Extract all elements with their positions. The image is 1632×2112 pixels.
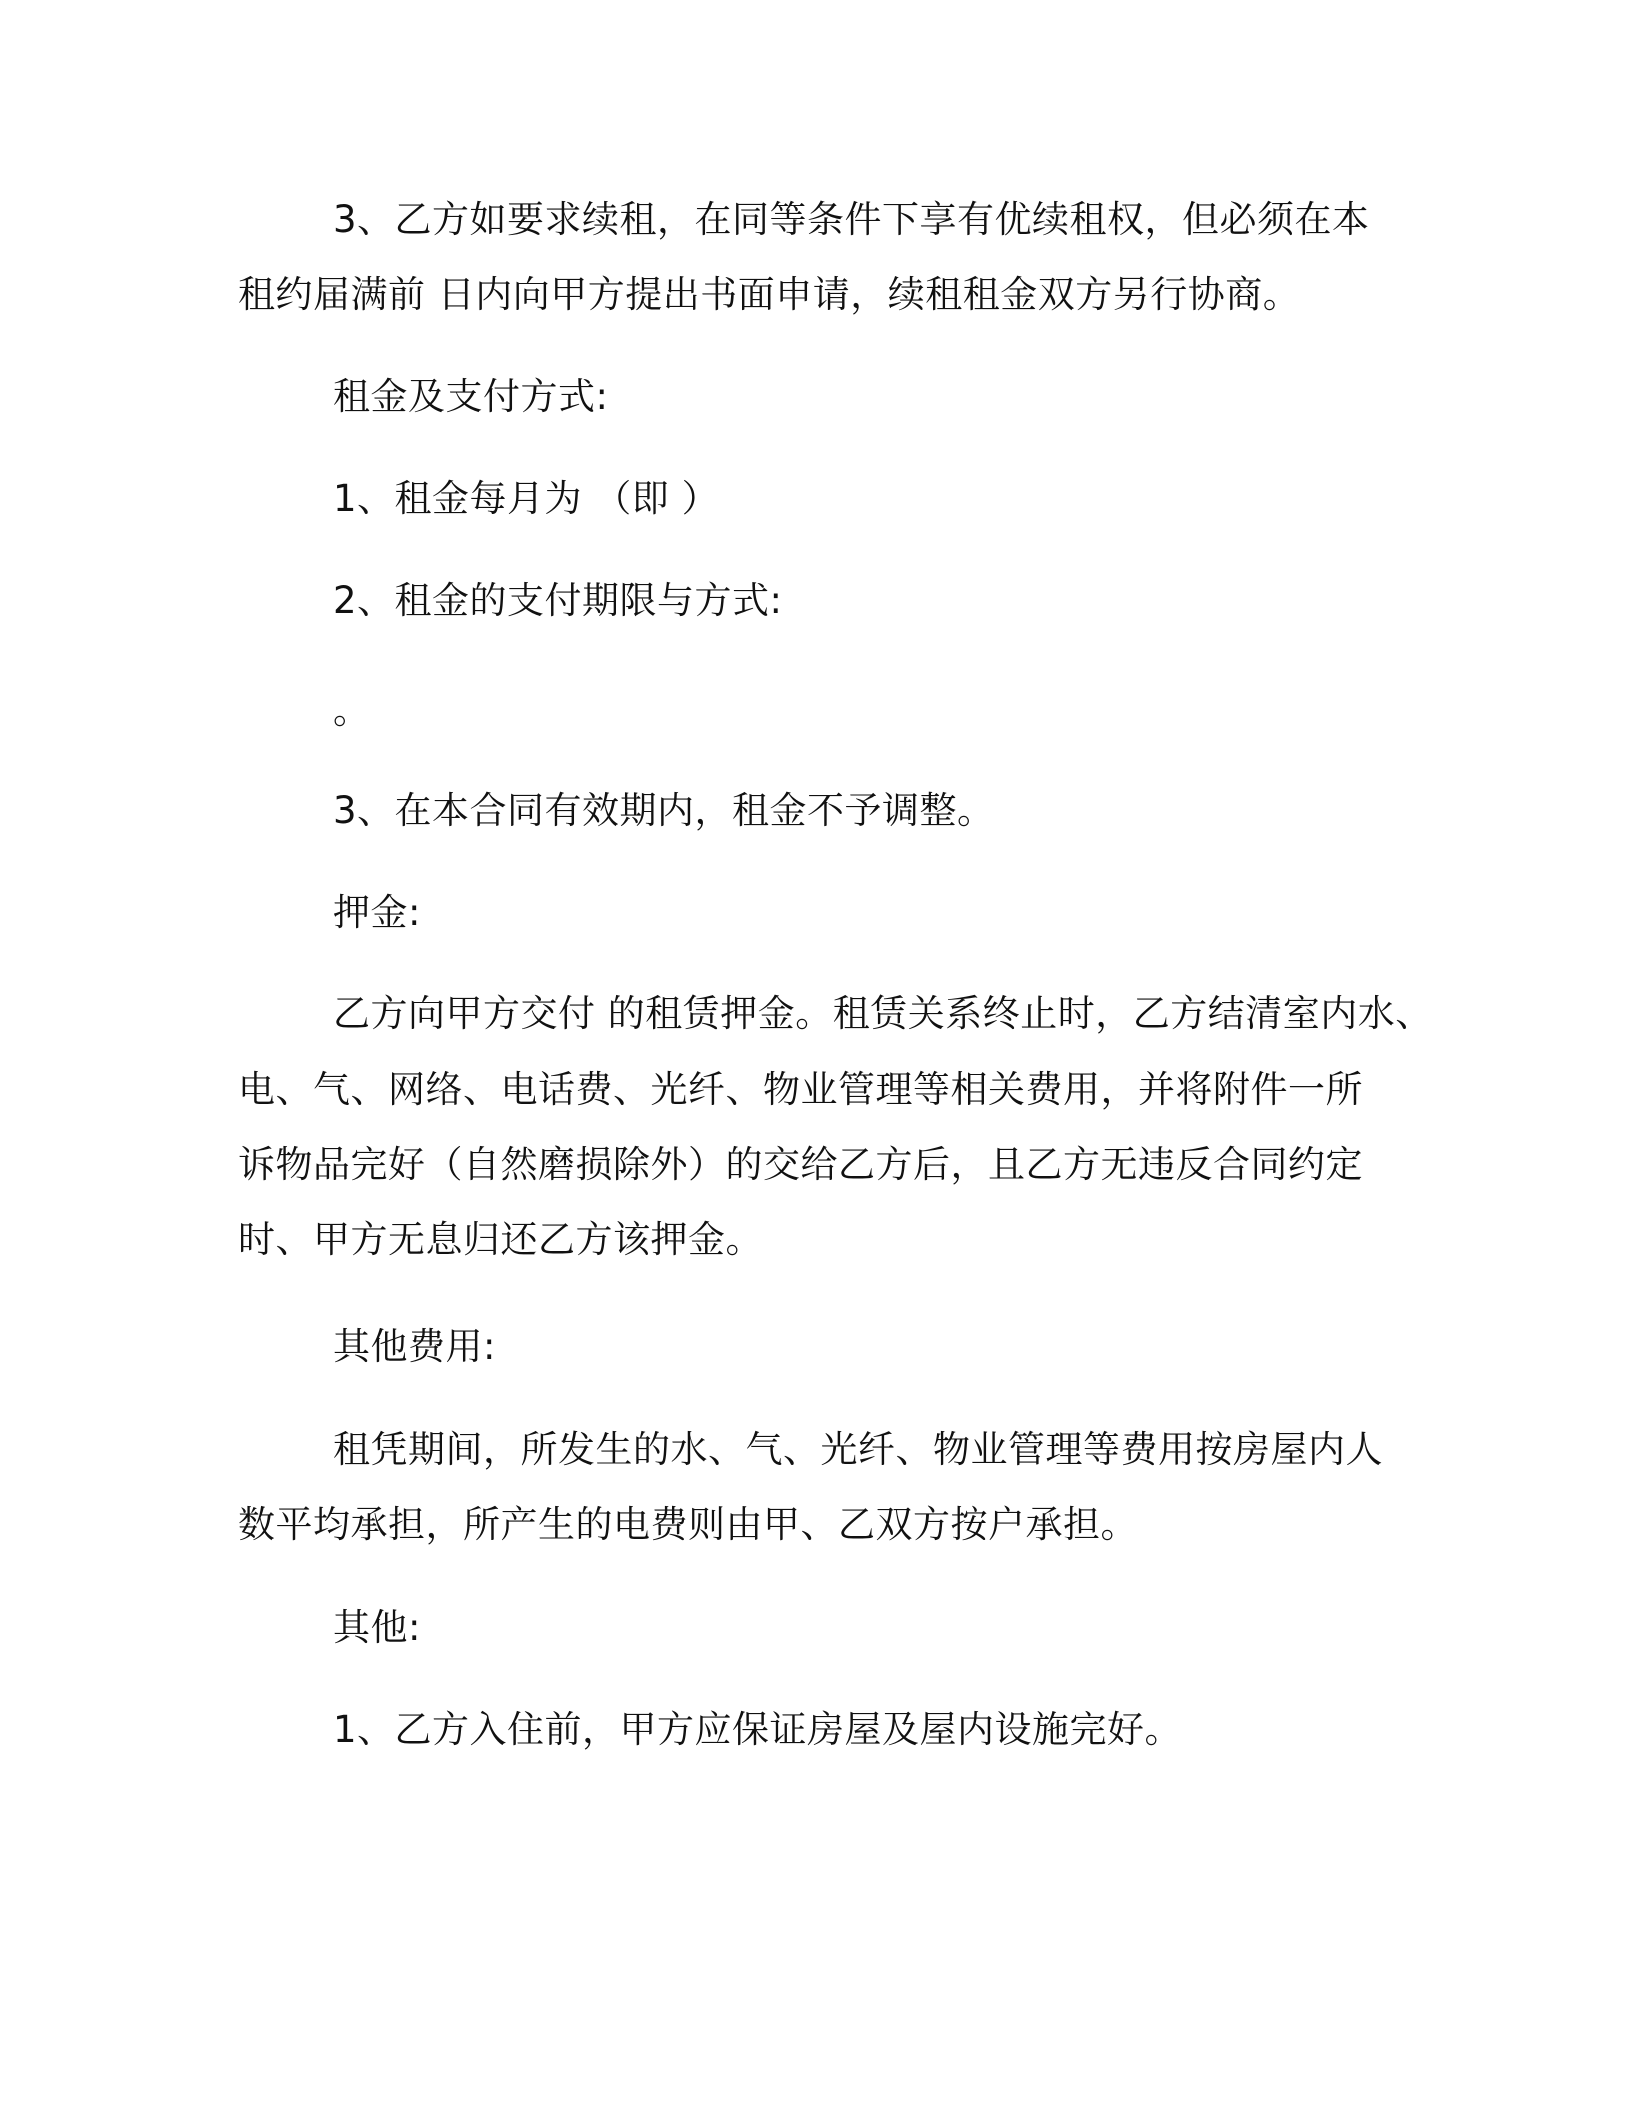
payment-terms-clause: 2、租金的支付期限与方式: [333, 579, 783, 622]
deposit-clause-line-3: 诉物品完好（自然磨损除外）的交给乙方后，且乙方无违反合同约定 [238, 1143, 1363, 1186]
deposit-heading: 押金: [333, 891, 421, 934]
deposit-clause-line-1: 乙方向甲方交付 的租赁押金。租赁关系终止时，乙方结清室内水、 [333, 992, 1433, 1035]
other-fees-line-2: 数平均承担，所产生的电费则由甲、乙双方按户承担。 [238, 1503, 1138, 1546]
other-fees-heading: 其他费用: [333, 1325, 496, 1368]
other-fees-line-1: 租凭期间，所发生的水、气、光纤、物业管理等费用按房屋内人 [333, 1428, 1383, 1471]
other-clause-1: 1、乙方入住前，甲方应保证房屋及屋内设施完好。 [333, 1708, 1183, 1751]
renewal-clause-line-2: 租约届满前 日内向甲方提出书面申请，续租租金双方另行协商。 [238, 273, 1301, 316]
payment-terms-end: 。 [333, 689, 371, 732]
renewal-clause-line-1: 3、乙方如要求续租，在同等条件下享有优续租权，但必须在本 [333, 198, 1370, 241]
other-heading: 其他: [333, 1606, 421, 1649]
rent-amount-clause: 1、租金每月为 （即 ） [333, 477, 720, 520]
rent-adjust-clause: 3、在本合同有效期内，租金不予调整。 [333, 789, 995, 832]
rent-payment-heading: 租金及支付方式: [333, 375, 609, 418]
deposit-clause-line-2: 电、气、网络、电话费、光纤、物业管理等相关费用，并将附件一所 [238, 1068, 1363, 1111]
deposit-clause-line-4: 时、甲方无息归还乙方该押金。 [238, 1218, 763, 1261]
